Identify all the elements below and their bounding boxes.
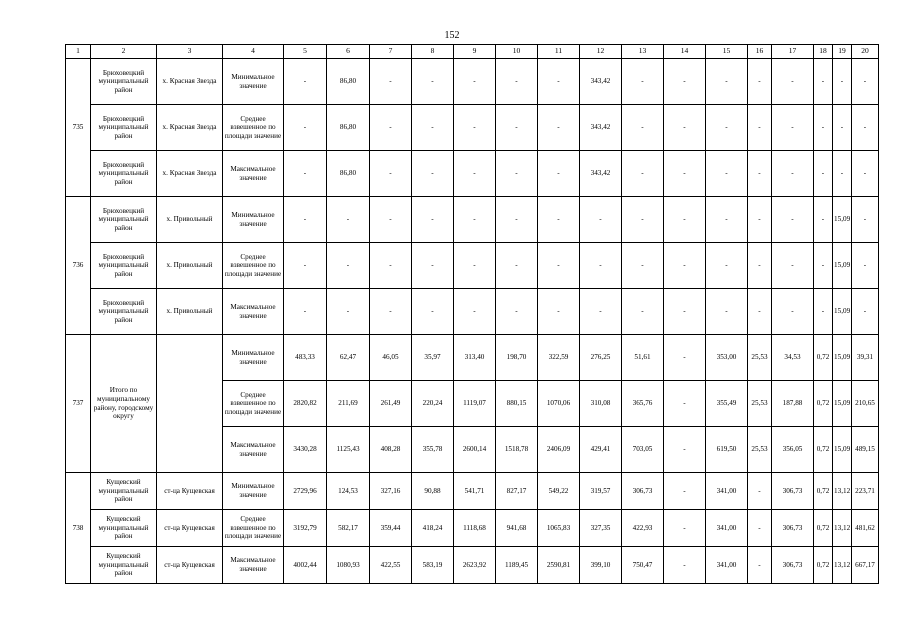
value-cell: - — [454, 151, 496, 197]
value-cell: 306,73 — [622, 473, 664, 510]
value-cell: - — [706, 151, 748, 197]
table-row — [66, 547, 879, 584]
value-cell: - — [814, 197, 833, 243]
value-cell: - — [706, 289, 748, 335]
district-cell: Брюховецкий муниципальный район — [91, 105, 157, 151]
value-cell: 187,88 — [772, 381, 814, 427]
value-cell: 86,80 — [327, 151, 370, 197]
value-cell: 327,16 — [370, 473, 412, 510]
value-cell: - — [748, 105, 772, 151]
value-cell: - — [496, 105, 538, 151]
value-cell: 583,19 — [412, 547, 454, 584]
value-cell: - — [370, 197, 412, 243]
settlement-cell: ст-ца Кущевская — [157, 547, 223, 584]
value-cell: 15,09 — [833, 289, 852, 335]
value-cell: - — [772, 59, 814, 105]
value-cell: 313,40 — [454, 335, 496, 381]
value-cell: - — [496, 243, 538, 289]
value-cell: - — [664, 59, 706, 105]
value-cell: 223,71 — [852, 473, 879, 510]
column-header: 13 — [622, 45, 664, 59]
column-header: 11 — [538, 45, 580, 59]
value-cell: - — [327, 243, 370, 289]
value-cell: - — [538, 197, 580, 243]
value-cell: - — [622, 243, 664, 289]
value-cell: - — [748, 473, 772, 510]
value-cell: 356,05 — [772, 427, 814, 473]
settlement-cell: ст-ца Кущевская — [157, 473, 223, 510]
value-cell: 827,17 — [496, 473, 538, 510]
value-cell: 582,17 — [327, 510, 370, 547]
value-cell: - — [538, 105, 580, 151]
value-type-cell: Максимальное значение — [223, 427, 284, 473]
value-cell: - — [706, 59, 748, 105]
value-cell: - — [748, 151, 772, 197]
value-cell: 941,68 — [496, 510, 538, 547]
value-cell: 703,05 — [622, 427, 664, 473]
value-cell: - — [664, 510, 706, 547]
value-cell: 13,12 — [833, 547, 852, 584]
value-cell: - — [622, 289, 664, 335]
value-cell: - — [833, 59, 852, 105]
value-cell: - — [580, 289, 622, 335]
value-cell: - — [538, 151, 580, 197]
value-cell: 399,10 — [580, 547, 622, 584]
column-header: 3 — [157, 45, 223, 59]
value-cell: - — [412, 197, 454, 243]
value-cell: 62,47 — [327, 335, 370, 381]
value-cell: 86,80 — [327, 59, 370, 105]
value-type-cell: Минимальное значение — [223, 473, 284, 510]
table-row — [66, 243, 879, 289]
settlement-cell: х. Привольный — [157, 243, 223, 289]
value-cell: 422,93 — [622, 510, 664, 547]
value-cell: 541,71 — [454, 473, 496, 510]
column-header: 1 — [66, 45, 91, 59]
value-cell: - — [748, 289, 772, 335]
value-cell: - — [454, 243, 496, 289]
value-cell: - — [496, 59, 538, 105]
value-cell: - — [664, 547, 706, 584]
column-header: 12 — [580, 45, 622, 59]
table-row — [66, 197, 879, 243]
page-number: 152 — [444, 30, 460, 41]
value-cell: 341,00 — [706, 510, 748, 547]
value-cell: 343,42 — [580, 59, 622, 105]
value-cell: 2406,09 — [538, 427, 580, 473]
table-row — [66, 473, 879, 510]
value-cell: 489,15 — [852, 427, 879, 473]
value-cell: - — [748, 547, 772, 584]
value-cell: 422,55 — [370, 547, 412, 584]
value-cell: 1070,06 — [538, 381, 580, 427]
value-cell: 429,41 — [580, 427, 622, 473]
district-cell: Кущевский муниципальный район — [91, 473, 157, 510]
value-cell: - — [284, 289, 327, 335]
district-cell: Кущевский муниципальный район — [91, 547, 157, 584]
settlement-cell: х. Красная Звезда — [157, 59, 223, 105]
value-cell: 0,72 — [814, 381, 833, 427]
value-cell: - — [748, 59, 772, 105]
column-header: 9 — [454, 45, 496, 59]
value-cell: 51,61 — [622, 335, 664, 381]
value-cell: - — [496, 289, 538, 335]
column-header: 7 — [370, 45, 412, 59]
value-cell: - — [833, 105, 852, 151]
column-header: 6 — [327, 45, 370, 59]
value-cell: - — [706, 105, 748, 151]
value-cell: 25,53 — [748, 335, 772, 381]
value-cell: 327,35 — [580, 510, 622, 547]
value-cell: - — [852, 197, 879, 243]
value-cell: 0,72 — [814, 427, 833, 473]
value-cell: - — [370, 151, 412, 197]
table-row — [66, 105, 879, 151]
value-cell: - — [454, 105, 496, 151]
value-cell: 667,17 — [852, 547, 879, 584]
value-cell: 353,00 — [706, 335, 748, 381]
value-type-cell: Максимальное значение — [223, 151, 284, 197]
value-cell: 4002,44 — [284, 547, 327, 584]
value-cell: 261,49 — [370, 381, 412, 427]
value-cell: - — [814, 59, 833, 105]
value-cell: - — [772, 151, 814, 197]
value-type-cell: Минимальное значение — [223, 197, 284, 243]
value-cell: 750,47 — [622, 547, 664, 584]
value-cell: - — [580, 197, 622, 243]
value-cell: - — [772, 197, 814, 243]
value-cell: 211,69 — [327, 381, 370, 427]
value-cell: 15,09 — [833, 381, 852, 427]
column-header: 19 — [833, 45, 852, 59]
value-type-cell: Максимальное значение — [223, 547, 284, 584]
value-cell: - — [412, 59, 454, 105]
value-cell: - — [454, 289, 496, 335]
value-cell: - — [664, 381, 706, 427]
value-cell: 2600,14 — [454, 427, 496, 473]
value-cell: - — [622, 105, 664, 151]
value-cell: 1518,78 — [496, 427, 538, 473]
column-header: 10 — [496, 45, 538, 59]
settlement-cell: ст-ца Кущевская — [157, 510, 223, 547]
column-header: 8 — [412, 45, 454, 59]
value-cell: 15,09 — [833, 243, 852, 289]
value-cell: 3192,79 — [284, 510, 327, 547]
column-header: 15 — [706, 45, 748, 59]
value-cell: 15,09 — [833, 335, 852, 381]
value-type-cell: Минимальное значение — [223, 59, 284, 105]
value-cell: - — [748, 197, 772, 243]
value-cell: 198,70 — [496, 335, 538, 381]
district-cell: Брюховецкий муниципальный район — [91, 59, 157, 105]
table-row — [66, 510, 879, 547]
column-header: 18 — [814, 45, 833, 59]
value-cell: 1189,45 — [496, 547, 538, 584]
value-cell: 306,73 — [772, 547, 814, 584]
value-cell: - — [538, 243, 580, 289]
value-cell: - — [664, 243, 706, 289]
value-cell: 39,31 — [852, 335, 879, 381]
value-cell: 2729,96 — [284, 473, 327, 510]
value-cell: - — [284, 151, 327, 197]
value-cell: - — [814, 243, 833, 289]
table-row — [66, 335, 879, 381]
value-type-cell: Среднее взвешенное по площади значение — [223, 105, 284, 151]
header-row — [66, 45, 879, 59]
value-cell: - — [772, 289, 814, 335]
value-cell: 1065,83 — [538, 510, 580, 547]
value-cell: - — [622, 151, 664, 197]
value-cell: 483,33 — [284, 335, 327, 381]
column-header: 4 — [223, 45, 284, 59]
value-cell: - — [622, 197, 664, 243]
district-cell: Брюховецкий муниципальный район — [91, 151, 157, 197]
value-type-cell: Среднее взвешенное по площади значение — [223, 243, 284, 289]
value-cell: - — [412, 243, 454, 289]
row-number: 738 — [66, 473, 91, 584]
value-cell: 15,09 — [833, 427, 852, 473]
value-cell: - — [772, 243, 814, 289]
value-cell: 481,62 — [852, 510, 879, 547]
value-cell: - — [412, 151, 454, 197]
column-header: 2 — [91, 45, 157, 59]
value-cell: 13,12 — [833, 473, 852, 510]
value-cell: - — [370, 289, 412, 335]
value-cell: - — [852, 243, 879, 289]
value-cell: - — [538, 59, 580, 105]
district-cell: Брюховецкий муниципальный район — [91, 289, 157, 335]
value-cell: - — [664, 473, 706, 510]
row-number: 737 — [66, 335, 91, 473]
value-cell: - — [412, 289, 454, 335]
value-cell: 343,42 — [580, 151, 622, 197]
settlement-cell — [157, 335, 223, 473]
value-cell: 0,72 — [814, 335, 833, 381]
column-header: 17 — [772, 45, 814, 59]
value-cell: 343,42 — [580, 105, 622, 151]
value-cell: 355,49 — [706, 381, 748, 427]
value-cell: - — [370, 105, 412, 151]
value-cell: 124,53 — [327, 473, 370, 510]
value-cell: - — [814, 289, 833, 335]
value-cell: 880,15 — [496, 381, 538, 427]
value-cell: - — [664, 289, 706, 335]
column-header: 14 — [664, 45, 706, 59]
value-cell: 549,22 — [538, 473, 580, 510]
value-cell: - — [284, 243, 327, 289]
value-cell: 408,28 — [370, 427, 412, 473]
value-cell: 310,08 — [580, 381, 622, 427]
value-cell: 1125,43 — [327, 427, 370, 473]
value-cell: - — [664, 197, 706, 243]
data-table — [65, 44, 879, 584]
value-cell: - — [852, 59, 879, 105]
value-cell: - — [664, 105, 706, 151]
value-cell: 1080,93 — [327, 547, 370, 584]
value-cell: - — [706, 197, 748, 243]
value-cell: - — [833, 151, 852, 197]
value-cell: 25,53 — [748, 427, 772, 473]
value-cell: - — [370, 243, 412, 289]
value-cell: - — [327, 197, 370, 243]
value-cell: 13,12 — [833, 510, 852, 547]
value-type-cell: Среднее взвешенное по площади значение — [223, 510, 284, 547]
value-cell: 3430,28 — [284, 427, 327, 473]
value-cell: 341,00 — [706, 473, 748, 510]
district-cell: Брюховецкий муниципальный район — [91, 197, 157, 243]
district-cell: Итого по муниципальному району, городскому округу — [91, 335, 157, 473]
value-cell: - — [664, 151, 706, 197]
value-cell: - — [370, 59, 412, 105]
column-header: 20 — [852, 45, 879, 59]
value-cell: - — [284, 59, 327, 105]
value-cell: 25,53 — [748, 381, 772, 427]
value-cell: - — [852, 105, 879, 151]
value-cell: 0,72 — [814, 547, 833, 584]
value-cell: 35,97 — [412, 335, 454, 381]
settlement-cell: х. Привольный — [157, 197, 223, 243]
value-cell: - — [538, 289, 580, 335]
settlement-cell: х. Красная Звезда — [157, 105, 223, 151]
value-cell: - — [748, 243, 772, 289]
district-cell: Брюховецкий муниципальный район — [91, 243, 157, 289]
value-cell: 1118,68 — [454, 510, 496, 547]
value-cell: 319,57 — [580, 473, 622, 510]
value-type-cell: Максимальное значение — [223, 289, 284, 335]
value-cell: 365,76 — [622, 381, 664, 427]
value-cell: 306,73 — [772, 473, 814, 510]
value-cell: 0,72 — [814, 510, 833, 547]
value-cell: - — [852, 289, 879, 335]
value-type-cell: Среднее взвешенное по площади значение — [223, 381, 284, 427]
value-cell: - — [284, 105, 327, 151]
value-cell: - — [772, 105, 814, 151]
value-cell: 90,88 — [412, 473, 454, 510]
value-cell: 86,80 — [327, 105, 370, 151]
value-cell: 210,65 — [852, 381, 879, 427]
value-type-cell: Минимальное значение — [223, 335, 284, 381]
value-cell: - — [664, 427, 706, 473]
value-cell: 359,44 — [370, 510, 412, 547]
value-cell: 34,53 — [772, 335, 814, 381]
value-cell: - — [748, 510, 772, 547]
table-row — [66, 289, 879, 335]
value-cell: - — [454, 197, 496, 243]
row-number: 735 — [66, 59, 91, 197]
value-cell: - — [284, 197, 327, 243]
value-cell: - — [412, 105, 454, 151]
value-cell: 2590,81 — [538, 547, 580, 584]
value-cell: 619,50 — [706, 427, 748, 473]
value-cell: - — [327, 289, 370, 335]
value-cell: - — [664, 335, 706, 381]
table-row — [66, 59, 879, 105]
value-cell: - — [496, 151, 538, 197]
value-cell: 46,05 — [370, 335, 412, 381]
value-cell: 322,59 — [538, 335, 580, 381]
value-cell: 1119,07 — [454, 381, 496, 427]
value-cell: 2623,92 — [454, 547, 496, 584]
value-cell: - — [814, 105, 833, 151]
value-cell: 418,24 — [412, 510, 454, 547]
column-header: 16 — [748, 45, 772, 59]
settlement-cell: х. Красная Звезда — [157, 151, 223, 197]
column-header: 5 — [284, 45, 327, 59]
value-cell: - — [852, 151, 879, 197]
value-cell: 15,09 — [833, 197, 852, 243]
district-cell: Кущевский муниципальный район — [91, 510, 157, 547]
settlement-cell: х. Привольный — [157, 289, 223, 335]
value-cell: - — [622, 59, 664, 105]
value-cell: - — [706, 243, 748, 289]
value-cell: - — [496, 197, 538, 243]
value-cell: 220,24 — [412, 381, 454, 427]
value-cell: - — [454, 59, 496, 105]
value-cell: 306,73 — [772, 510, 814, 547]
value-cell: 355,78 — [412, 427, 454, 473]
value-cell: 2820,82 — [284, 381, 327, 427]
value-cell: 341,00 — [706, 547, 748, 584]
value-cell: - — [580, 243, 622, 289]
row-number: 736 — [66, 197, 91, 335]
value-cell: 276,25 — [580, 335, 622, 381]
value-cell: 0,72 — [814, 473, 833, 510]
value-cell: - — [814, 151, 833, 197]
table-row — [66, 151, 879, 197]
